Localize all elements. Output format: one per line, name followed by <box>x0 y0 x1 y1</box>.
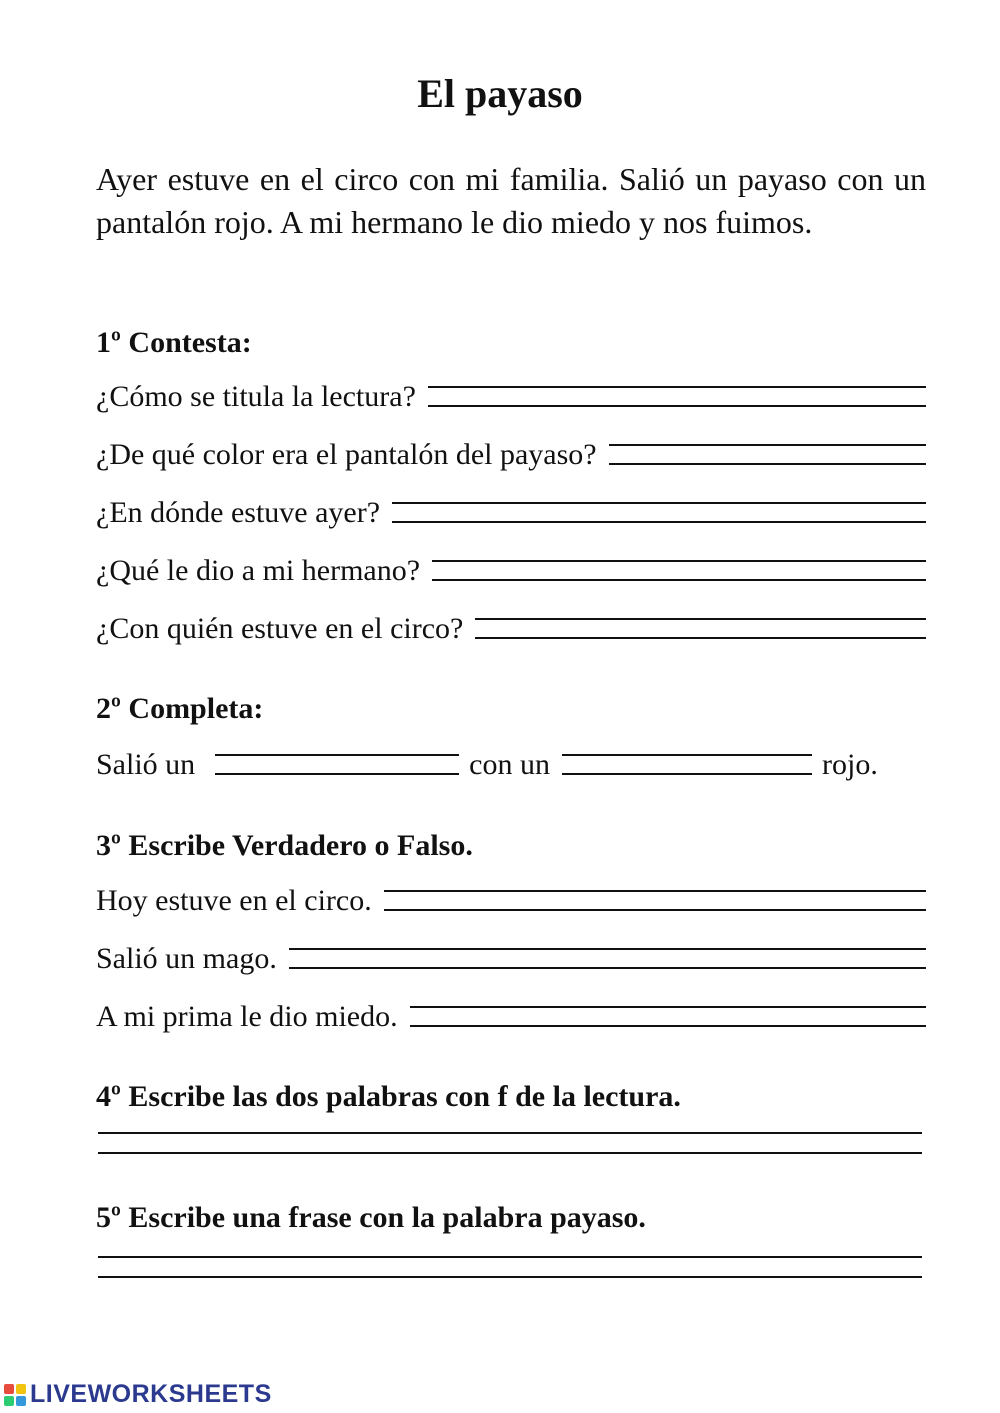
logo-block <box>4 1384 14 1394</box>
answer-field[interactable] <box>98 1132 922 1164</box>
question-text: ¿Cómo se titula la lectura? <box>96 380 416 413</box>
section-5-heading: 5º Escribe una frase con la palabra payaso. <box>96 1201 646 1234</box>
completion-text: Salió un <box>96 748 196 781</box>
statement-row <box>96 884 926 918</box>
blank-field-2[interactable] <box>562 750 812 782</box>
statement-text: A mi prima le dio miedo. <box>96 1000 398 1033</box>
completion-row <box>96 748 926 782</box>
logo-blocks-icon <box>4 1384 26 1406</box>
section-4-heading: 4º Escribe las dos palabras con f de la lectura. <box>96 1080 681 1113</box>
question-row <box>96 554 926 588</box>
logo-block <box>16 1384 26 1394</box>
question-text: ¿Qué le dio a mi hermano? <box>96 554 421 587</box>
answer-field[interactable] <box>475 614 926 646</box>
question-text: ¿Con quién estuve en el circo? <box>96 612 464 645</box>
answer-field[interactable] <box>98 1256 922 1288</box>
statement-text: Salió un mago. <box>96 942 277 975</box>
statement-row <box>96 1000 926 1034</box>
page-title: El payaso <box>417 71 583 116</box>
answer-field[interactable] <box>428 382 926 414</box>
answer-field[interactable] <box>410 1002 926 1034</box>
logo-block <box>4 1396 14 1406</box>
blank-field-1[interactable] <box>215 750 459 782</box>
question-row <box>96 380 926 414</box>
section-2-heading: 2º Completa: <box>96 692 264 725</box>
question-text: ¿En dónde estuve ayer? <box>96 496 381 529</box>
brand-name: LIVEWORKSHEETS <box>30 1380 272 1408</box>
answer-field[interactable] <box>432 556 926 588</box>
answer-field[interactable] <box>609 440 926 472</box>
question-text: ¿De qué color era el pantalón del payaso? <box>96 438 597 471</box>
question-row <box>96 496 926 530</box>
logo-block <box>16 1396 26 1406</box>
completion-text: con un <box>469 748 550 781</box>
liveworksheets-logo <box>4 1380 272 1409</box>
question-row <box>96 612 926 646</box>
reading-text: Ayer estuve en el circo con mi familia. Salió un payaso con un pantalón rojo. A mi hermano le dio miedo y nos fuimos. <box>96 161 926 240</box>
statement-row <box>96 942 926 976</box>
answer-field[interactable] <box>289 944 926 976</box>
section-3-heading: 3º Escribe Verdadero o Falso. <box>96 829 473 862</box>
section-1-heading: 1º Contesta: <box>96 326 252 359</box>
question-row <box>96 438 926 472</box>
answer-field[interactable] <box>384 886 926 918</box>
completion-text: rojo. <box>822 748 878 781</box>
answer-field[interactable] <box>392 498 926 530</box>
statement-text: Hoy estuve en el circo. <box>96 884 372 917</box>
